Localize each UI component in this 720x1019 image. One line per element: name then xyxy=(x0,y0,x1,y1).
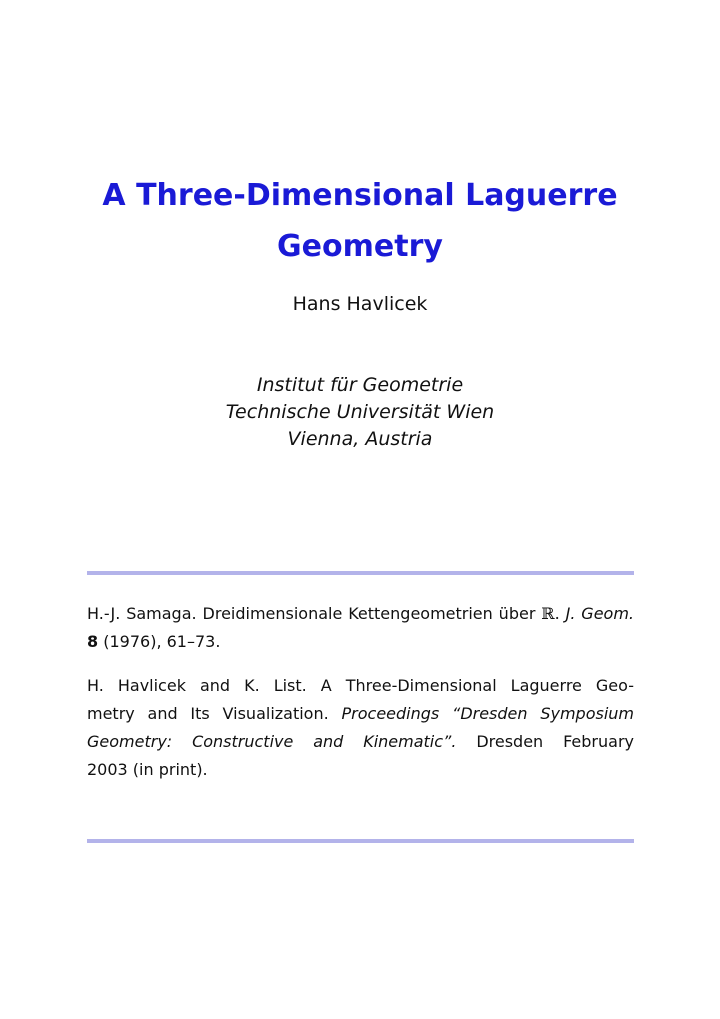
reference-2-venue-part-1: Proceedings “Dresden Symposium xyxy=(341,704,634,723)
reference-2-rest-part-1: Dresden February xyxy=(476,732,634,751)
reference-2-venue-part-2: Geometry: Constructive and Kinematic”. xyxy=(87,732,457,751)
reference-1-volume: 8 xyxy=(87,632,99,651)
title-line-2: Geometry xyxy=(277,229,443,264)
reference-2-line-1 xyxy=(87,672,634,700)
reference-1-journal: J. Geom. xyxy=(565,604,635,623)
reference-2-line-2 xyxy=(87,700,634,728)
affiliation-line-3: Vienna, Austria xyxy=(287,428,433,450)
title-line-1: A Three-Dimensional Laguerre xyxy=(102,178,618,213)
reference-2-title-part-1: A Three-Dimensional Laguerre Geo- xyxy=(320,676,635,695)
reference-1-pages: (1976), 61–73. xyxy=(103,632,221,651)
reference-2 xyxy=(87,672,634,784)
reference-1-title: Dreidimensionale Kettengeometrien über xyxy=(202,604,536,623)
document-title xyxy=(0,170,720,272)
reference-2-line-3 xyxy=(87,728,634,756)
reference-1-line-2 xyxy=(87,628,634,656)
references xyxy=(87,600,634,800)
affiliation xyxy=(0,372,720,453)
affiliation-line-1: Institut für Geometrie xyxy=(256,374,464,396)
author-name: Hans Havlicek xyxy=(292,293,428,315)
top-divider xyxy=(87,571,634,575)
reference-1 xyxy=(87,600,634,656)
title-block xyxy=(0,170,720,272)
affiliation-line-2: Technische Universität Wien xyxy=(225,401,495,423)
reference-2-authors: H. Havlicek and K. List. xyxy=(87,676,307,695)
bottom-divider xyxy=(87,839,634,843)
reference-2-line-4 xyxy=(87,756,634,784)
reference-1-line-1 xyxy=(87,600,634,628)
reference-2-title-part-2: metry and Its Visualization. xyxy=(87,704,329,723)
reference-1-authors: H.-J. Samaga. xyxy=(87,604,197,623)
reference-2-rest-part-2: 2003 (in print). xyxy=(87,760,208,779)
reals-symbol: ℝ. xyxy=(541,604,560,623)
